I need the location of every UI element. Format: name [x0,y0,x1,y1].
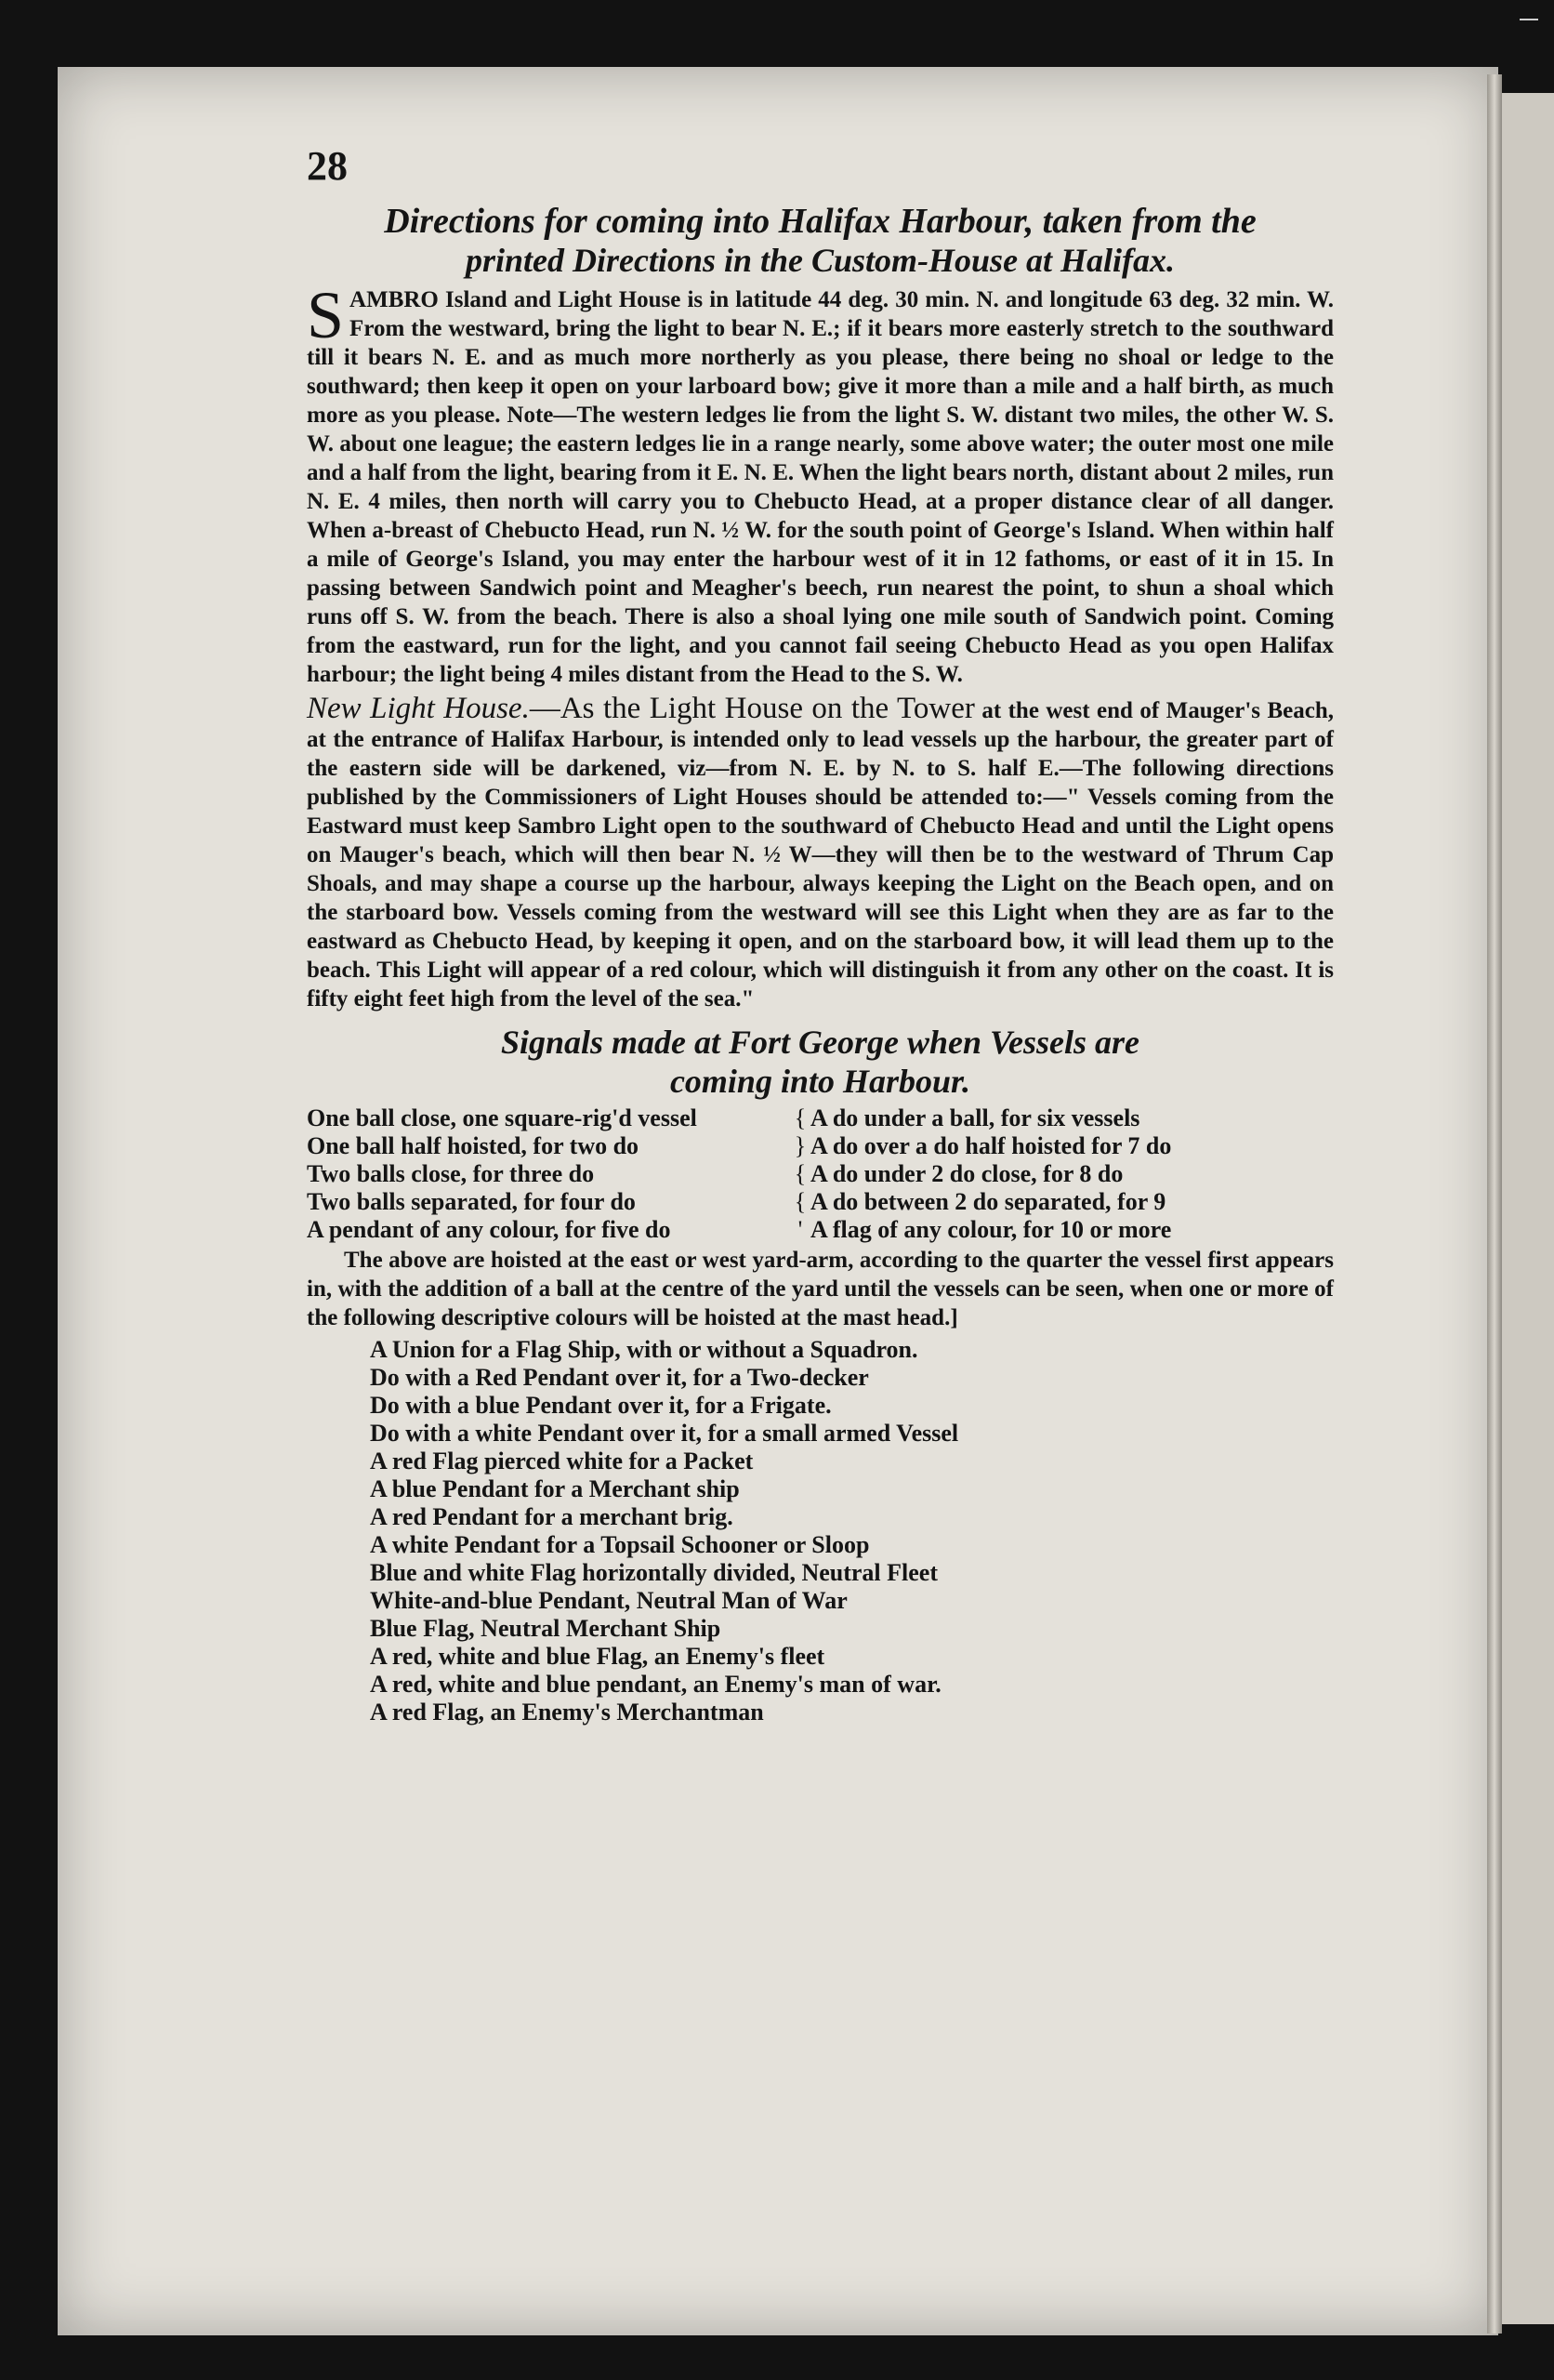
paragraph-sambro-directions [307,278,1334,689]
signal-right: A do under 2 do close, for 8 do [810,1160,1124,1187]
facing-page-edge [1502,93,1554,2324]
heading-line-1: Directions for coming into Halifax Harbour, taken from the [384,202,1257,241]
page-text [307,144,1334,1726]
signal-left: One ball close, one square-rig'd vessel [307,1104,697,1131]
section-heading [307,202,1334,280]
signals-heading [307,1023,1334,1101]
signal-brace: ' [797,1216,803,1243]
signal-right: A do over a do half hoisted for 7 do [810,1132,1172,1159]
list-item: A red, white and blue Flag, an Enemy's fleet [370,1643,825,1670]
list-item: A white Pendant for a Topsail Schooner or Sloop [370,1531,870,1558]
book-gutter [1487,74,1502,2334]
paragraph-hoisting-note: The above are hoisted at the east or west yard-arm, according to the quarter the vessel first appears in, with the addition of a ball at the centre of the yard until the vessels can be seen, when one or more of the following descriptive colours will be hoisted at the mast head.] [307,1248,1334,1330]
list-item: A red Flag pierced white for a Packet [370,1448,754,1474]
inline-subheading: New Light House. [307,692,530,725]
drop-cap: S [307,278,345,352]
signal-left: A pendant of any colour, for five do [307,1216,671,1243]
paragraph-lead: —As the Light House on the Tower [529,692,975,725]
list-item: Do with a Red Pendant over it, for a Two-decker [370,1364,869,1391]
margin-mark [1520,19,1538,37]
list-item: Blue Flag, Neutral Merchant Ship [370,1615,721,1642]
heading-line-2: printed Directions in the Custom-House at Halifax. [465,242,1176,279]
signal-brace: { [794,1160,807,1187]
signals-table [307,1104,1334,1244]
signal-right: A flag of any colour, for 10 or more [810,1216,1172,1243]
list-item: A red Flag, an Enemy's Merchantman [370,1699,764,1726]
paragraph-body: at the west end of Mauger's Beach, at the entrance of Halifax Harbour, is intended only to lead vessels up the harbour, the greater part of the eastern side will be darkened, viz—from N. E. by N. to S. half E.—The following directions published by the Commissioners of Light Houses should be attended to:—" Vessels coming from the Eastward must keep Sambro Light open to the southward of Chebucto Head and until the Light opens on Mauger's beach, which will then bear N. ½ W—they will then be to the westward of Thrum Cap Shoals, and may shape a course up the harbour, always keeping the Light on the Beach open, and on the starboard bow. Vessels coming from the westward will see this Light when they are as far to the eastward as Chebucto Head, by keeping it open, and on the starboard bow, it will lead them up to the beach. This Light will appear of a red colour, which will distinguish it from any other on the coast. It is fifty eight feet high from the level of the sea." [307,698,1334,1012]
signal-brace: } [794,1132,807,1159]
list-item: White-and-blue Pendant, Neutral Man of War [370,1587,848,1614]
list-item: A red Pendant for a merchant brig. [370,1503,733,1530]
signal-left: Two balls close, for three do [307,1160,595,1187]
signals-heading-line-1: Signals made at Fort George when Vessels are [500,1024,1140,1061]
flag-list [370,1336,1334,1726]
first-word: AMBRO [349,287,439,312]
signals-heading-line-2: coming into Harbour. [669,1063,971,1100]
signal-right: A do under a ball, for six vessels [810,1104,1140,1131]
list-item: Do with a white Pendant over it, for a small armed Vessel [370,1420,959,1447]
list-item: Do with a blue Pendant over it, for a Frigate. [370,1392,832,1419]
signal-left: Two balls separated, for four do [307,1188,636,1215]
list-item: A red, white and blue pendant, an Enemy's man of war. [370,1671,942,1698]
signal-left: One ball half hoisted, for two do [307,1132,639,1159]
signal-brace: { [794,1188,807,1215]
signal-right: A do between 2 do separated, for 9 [810,1188,1166,1215]
list-item: A Union for a Flag Ship, with or without a Squadron. [370,1336,918,1363]
list-item: Blue and white Flag horizontally divided, Neutral Fleet [370,1559,938,1586]
list-item: A blue Pendant for a Merchant ship [370,1475,740,1502]
signal-brace: { [794,1104,807,1131]
paragraph-new-light-house [307,694,1334,1013]
page-number: 28 [307,143,348,189]
paragraph-body: Island and Light House is in latitude 44 deg. 30 min. N. and longitude 63 deg. 32 min. W. From the westward, bring the light to bear N. E.; if it bears more easterly stretch to the southward till it bears N. E. and as much more northerly as you please, there being no shoal or ledge to the southward; then keep it open on your larboard bow; give it more than a mile and a half birth, as much more as you please. Note—The western ledges lie from the light S. W. distant two miles, the other W. S. W. about one league; the eastern ledges lie in a range nearly, some above water; the outer most one mile and a half from the light, bearing from it E. N. E. When the light bears north, distant about 2 miles, run N. E. 4 miles, then north will carry you to Chebucto Head, at a proper distance clear of all danger. When a-breast of Chebucto Head, run N. ½ W. for the south point of George's Island. When within half a mile of George's Island, you may enter the harbour west of it in 12 fathoms, or east of it in 15. In passing between Sandwich point and Meagher's beech, run nearest the point, to shun a shoal which runs off S. W. from the beach. There is also a shoal lying one mile south of Sandwich point. Coming from the eastward, run for the light, and you cannot fail seeing Chebucto Head as you open Halifax harbour; the light being 4 miles distant from the Head to the S. W. [307,287,1334,687]
